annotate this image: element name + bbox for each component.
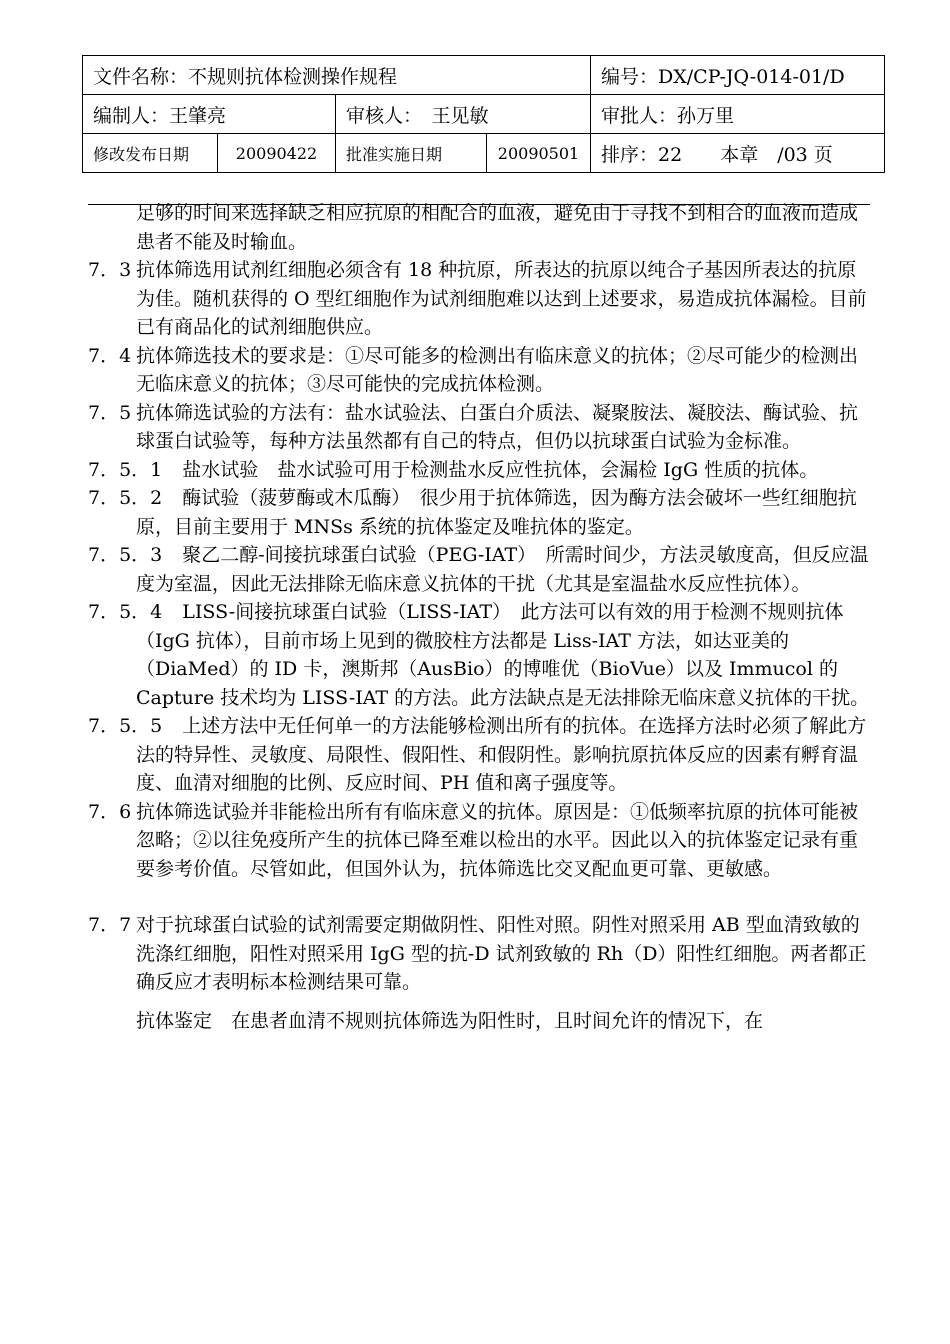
list-item [88,484,870,541]
document-code: 编号：DX/CP-JQ-014-01/D [591,56,885,95]
item-number: 7．5．4 [88,601,163,623]
approver: 审批人：孙万里 [591,95,885,134]
header-row-3 [83,134,885,173]
item-text: 酶试验（菠萝酶或木瓜酶） 很少用于抗体筛选，因为酶方法会破坏一些红细胞抗原，目前主要用于 MNSs 系统的抗体鉴定及唯抗体的鉴定。 [136,487,857,538]
list-item [88,399,870,456]
item-number: 7．3 [88,259,132,281]
item-text: 抗体筛选用试剂红细胞必须含有 18 种抗原，所表达的抗原以纯合子基因所表达的抗原为佳。随机获得的 O 型红细胞作为试剂细胞难以达到上述要求，易造成抗体漏检。目前已有商品化的试剂细胞供应。 [136,259,867,338]
item-text: 盐水试验 盐水试验可用于检测盐水反应性抗体，会漏检 IgG 性质的抗体。 [182,458,819,481]
revise-date: 20090422 [218,134,336,173]
document-header-table [82,55,885,173]
item-text: 聚乙二醇-间接抗球蛋白试验（PEG-IAT） 所需时间少，方法灵敏度高，但反应温度为室温，因此无法排除无临床意义抗体的干扰（尤其是室温盐水反应性抗体）。 [136,544,869,595]
item-number: 7．4 [88,344,132,367]
item-text: 抗体筛选试验并非能检出所有有临床意义的抗体。原因是：①低频率抗原的抗体可能被忽略；②以往免疫所产生的抗体已降至难以检出的水平。因此以入的抗体鉴定记录有重要参考价值。尽管如此，但国外认为，抗体筛选比交叉配血更可靠、更敏感。 [136,800,859,880]
item-number: 7．5．3 [88,544,163,566]
section-heading-line: 抗体鉴定 在患者血清不规则抗体筛选为阳性时，且时间允许的情况下，在 [136,1009,764,1032]
effective-date-label: 批准实施日期 [336,134,487,173]
item-number: 7．6 [88,800,132,823]
item-number: 7．7 [88,914,132,936]
revise-date-label: 修改发布日期 [83,134,218,173]
list-item [88,712,870,798]
item-number: 7．5．1 [88,458,163,481]
item-text: 抗体筛选试验的方法有：盐水试验法、白蛋白介质法、凝聚胺法、凝胶法、酶试验、抗球蛋白试验等，每种方法虽然都有自己的特点，但仍以抗球蛋白试验为金标准。 [136,401,859,452]
item-number: 7．5 [88,401,132,424]
list-item [88,911,870,997]
list-item [88,798,870,884]
item-number: 7．5．2 [88,487,163,509]
item-text: 抗体筛选技术的要求是：①尽可能多的检测出有临床意义的抗体；②尽可能少的检测出无临床意义的抗体；③尽可能快的完成抗体检测。 [136,344,859,395]
list-item [88,598,870,712]
item-text: LISS-间接抗球蛋白试验（LISS-IAT） 此方法可以有效的用于检测不规则抗体（IgG 抗体），目前市场上见到的微胶柱方法都是 Liss-IAT 方法，如达亚美的（DiaMed）的 ID 卡，澳斯邦（AusBio）的博唯优（BioVue）以及 Immucol 的 Capture 技术均为 LISS-IAT 的方法。此方法缺点是无法排除无临床意义抗体的干扰。 [136,601,870,709]
continuation-paragraph [88,199,870,256]
document-body [88,199,870,1054]
header-row-1 [83,56,885,95]
list-item [88,256,870,342]
page-order: 排序：22 本章 /03 页 [591,134,885,173]
list-item [88,456,870,485]
item-text: 上述方法中无任何单一的方法能够检测出所有的抗体。在选择方法时必须了解此方法的特异性、灵敏度、局限性、假阳性、和假阴性。影响抗原抗体反应的因素有孵育温度、血清对细胞的比例、反应时间、PH 值和离子强度等。 [136,715,867,794]
continuation-text: 足够的时间来选择缺乏相应抗原的相配合的血液，避免由于寻找不到相合的血液而造成患者不能及时输血。 [136,202,859,253]
author: 编制人：王肇亮 [83,95,336,134]
effective-date: 20090501 [487,134,591,173]
file-name: 文件名称：不规则抗体检测操作规程 [83,56,591,95]
item-number: 7．5．5 [88,715,163,737]
list-item [88,541,870,598]
blank-line [88,883,870,911]
header-row-2 [83,95,885,134]
reviewer: 审核人： 王见敏 [336,95,591,134]
item-text: 对于抗球蛋白试验的试剂需要定期做阴性、阳性对照。阴性对照采用 AB 型血清致敏的洗涤红细胞，阳性对照采用 IgG 型的抗-D 试剂致敏的 Rh（D）阳性红细胞。两者都正确反应才表明标本检测结果可靠。 [136,914,867,993]
list-item [88,342,870,399]
